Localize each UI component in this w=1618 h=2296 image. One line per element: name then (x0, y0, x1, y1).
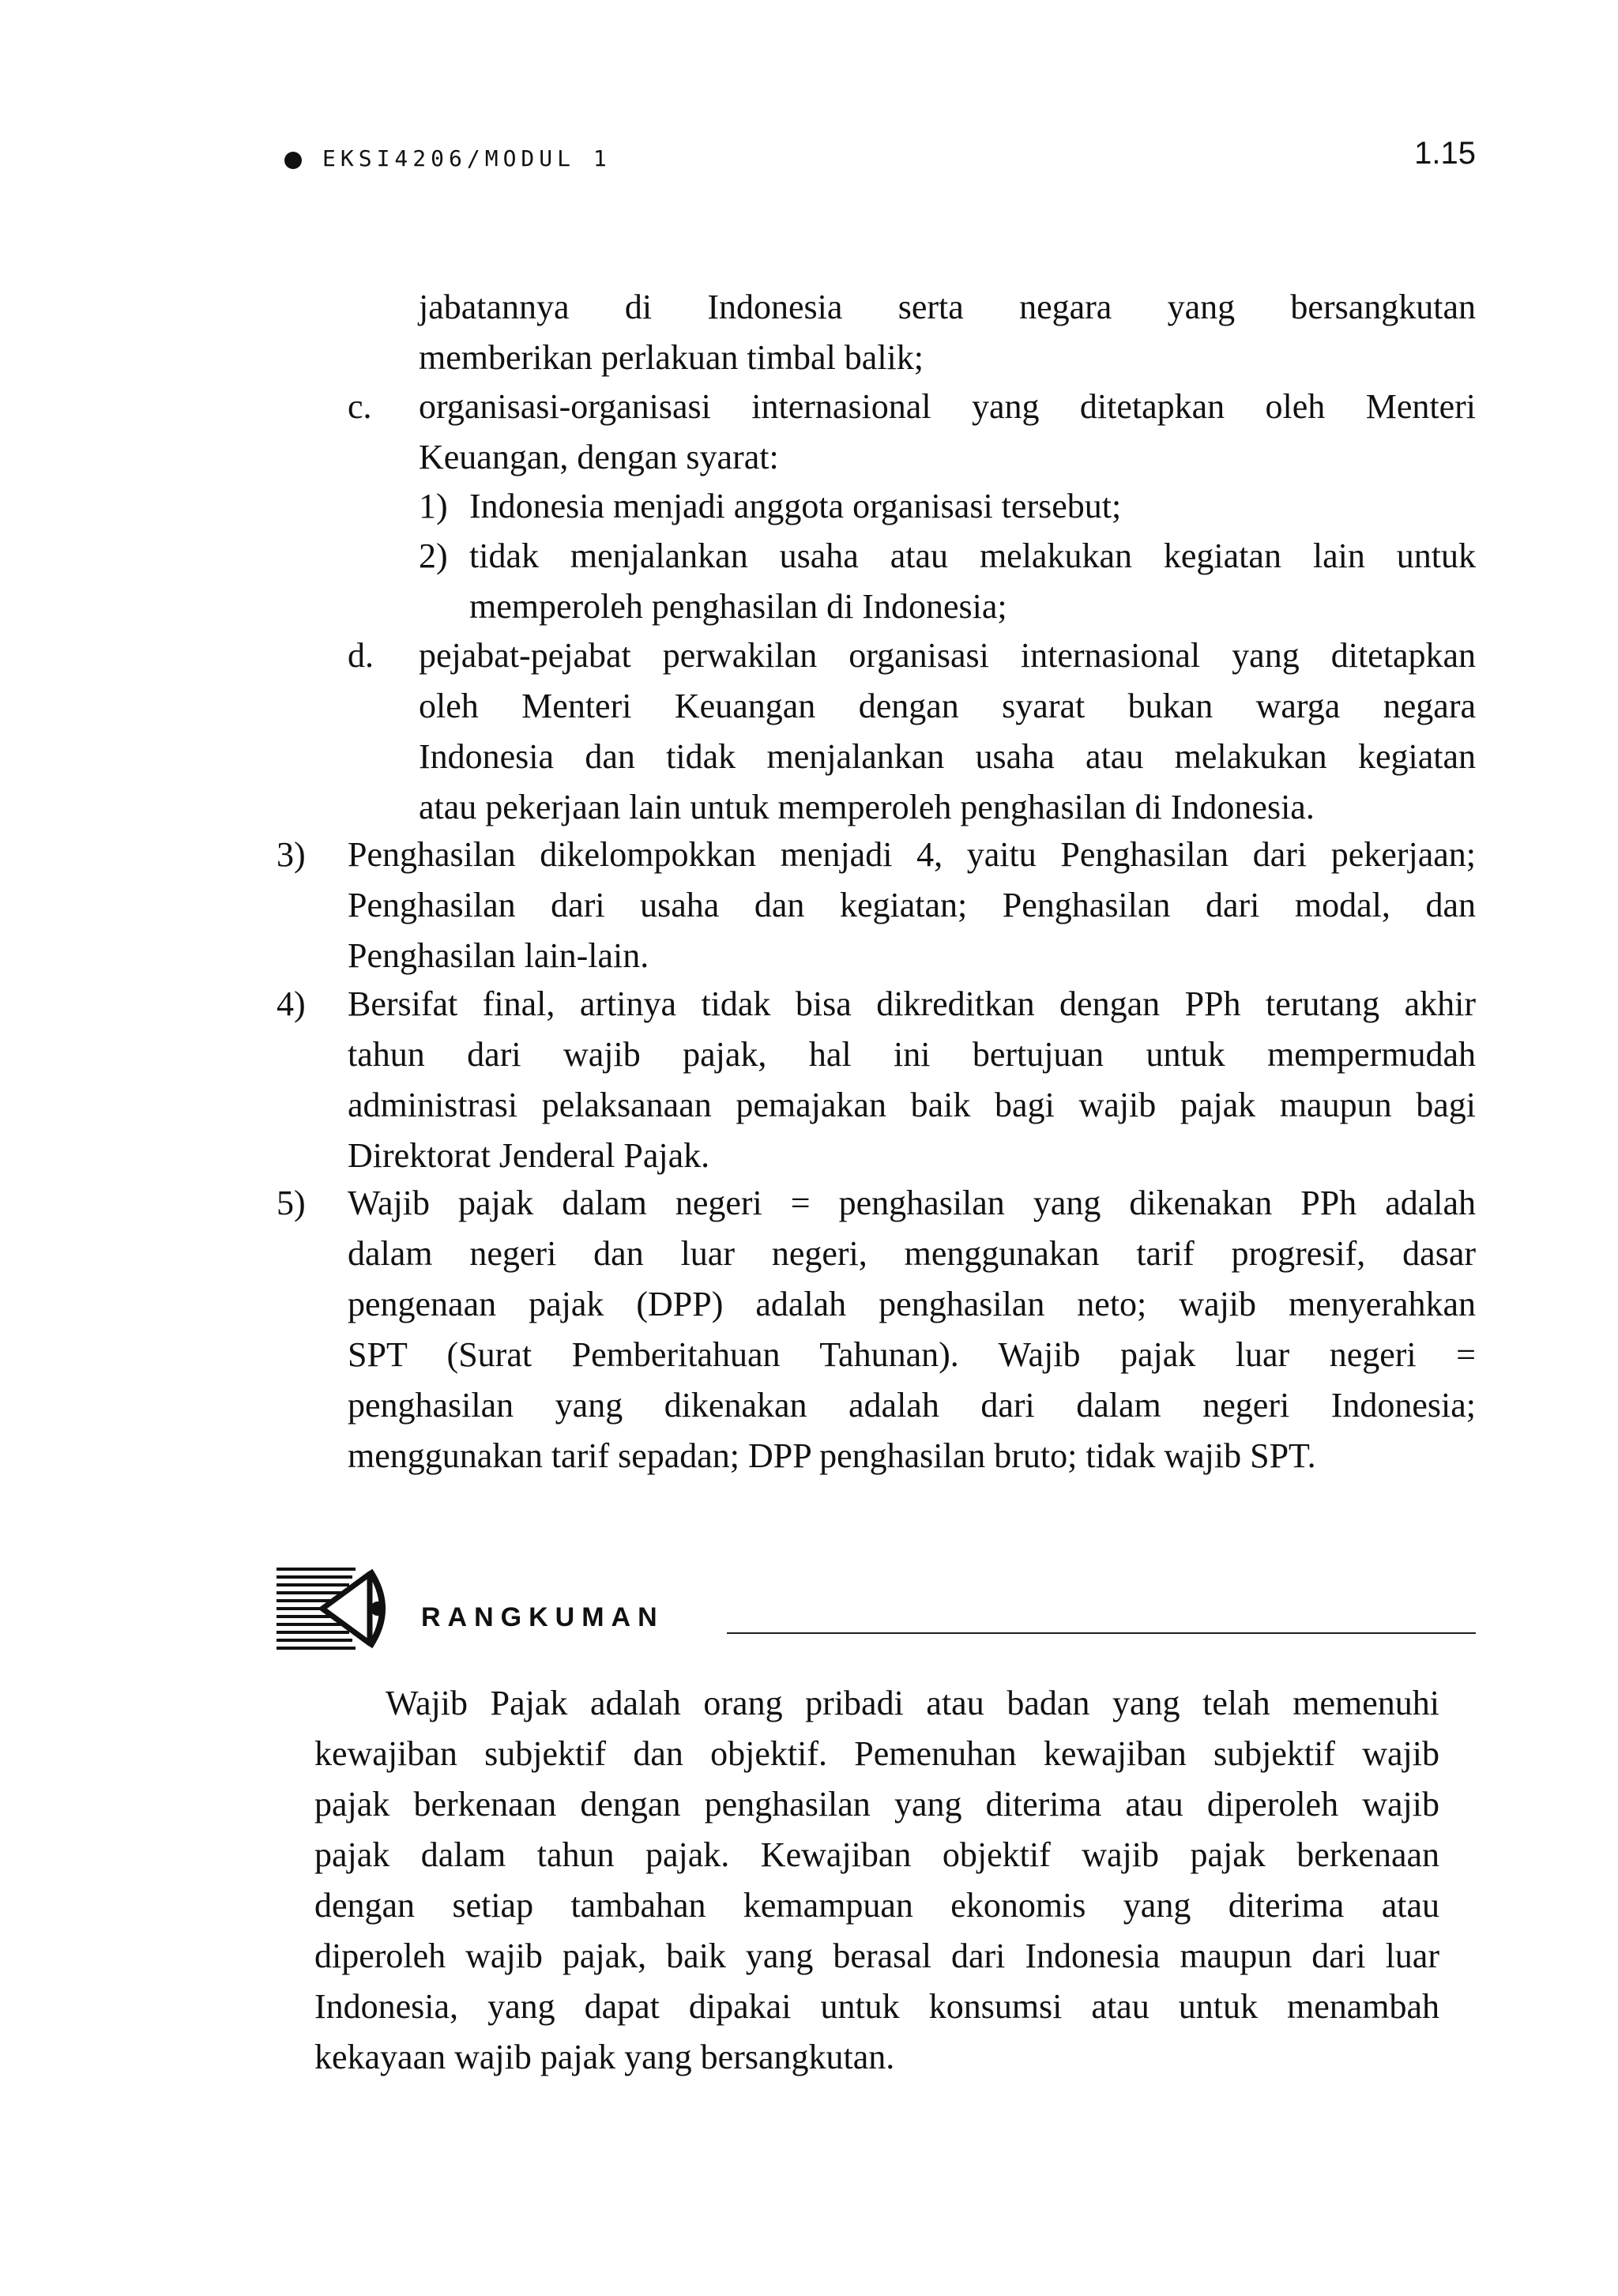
summary-paragraph (314, 1678, 1439, 2083)
list-marker: 1) (419, 487, 448, 525)
text-line: memperoleh penghasilan di Indonesia; (469, 587, 1007, 626)
text-line: tahun dari wajib pajak, hal ini bertujuan untuk mempermudah (348, 1035, 1476, 1074)
text-line: jabatannya di Indonesia serta negara yang bersangkutan (419, 288, 1476, 326)
text-line: menggunakan tarif sepadan; DPP penghasilan bruto; tidak wajib SPT. (348, 1436, 1316, 1475)
text-line: pengenaan pajak (DPP) adalah penghasilan neto; wajib menyerahkan (348, 1285, 1476, 1323)
page-number: 1.15 (1414, 136, 1476, 171)
text-line: memberikan perlakuan timbal balik; (419, 338, 924, 377)
text-line: organisasi-organisasi internasional yang ditetapkan oleh Menteri (419, 387, 1476, 426)
text-line: Keuangan, dengan syarat: (419, 438, 779, 476)
text-line: Wajib Pajak adalah orang pribadi atau badan yang telah memenuhi (386, 1684, 1439, 1722)
text-line: SPT (Surat Pemberitahuan Tahunan). Wajib pajak luar negeri = (348, 1335, 1476, 1374)
text-line: Bersifat final, artinya tidak bisa dikreditkan dengan PPh terutang akhir (348, 984, 1476, 1023)
text-line: Direktorat Jenderal Pajak. (348, 1136, 710, 1175)
text-line: Indonesia, yang dapat dipakai untuk konsumsi atau untuk menambah (314, 1987, 1439, 2026)
list-marker: c. (348, 387, 372, 426)
text-line: pajak dalam tahun pajak. Kewajiban objektif wajib pajak berkenaan (314, 1835, 1439, 1874)
summary-heading: RANGKUMAN (421, 1602, 664, 1632)
text-line: Penghasilan dari usaha dan kegiatan; Penghasilan dari modal, dan (348, 886, 1476, 924)
bullet-icon (284, 152, 302, 169)
text-line: dalam negeri dan luar negeri, menggunakan tarif progresif, dasar (348, 1234, 1476, 1273)
list-marker: d. (348, 636, 374, 675)
text-line: oleh Menteri Keuangan dengan syarat bukan warga negara (419, 687, 1476, 725)
list-item-b-continuation (419, 282, 1476, 383)
text-line: kewajiban subjektif dan objektif. Pemenuhan kewajiban subjektif wajib (314, 1734, 1439, 1773)
text-line: penghasilan yang dikenakan adalah dari dalam negeri Indonesia; (348, 1386, 1476, 1425)
summary-eye-icon (277, 1563, 395, 1656)
text-line: Penghasilan lain-lain. (348, 936, 649, 975)
text-line: kekayaan wajib pajak yang bersangkutan. (314, 2038, 895, 2076)
text-line: diperoleh wajib pajak, baik yang berasal dari Indonesia maupun dari luar (314, 1937, 1439, 1975)
text-line: dengan setiap tambahan kemampuan ekonomis yang diterima atau (314, 1886, 1439, 1925)
text-line: Indonesia menjadi anggota organisasi tersebut; (469, 487, 1122, 525)
text-line: Indonesia dan tidak menjalankan usaha atau melakukan kegiatan (419, 737, 1476, 776)
text-line: tidak menjalankan usaha atau melakukan kegiatan lain untuk (469, 536, 1476, 575)
list-marker: 2) (419, 536, 448, 575)
text-line: atau pekerjaan lain untuk memperoleh penghasilan di Indonesia. (419, 788, 1315, 826)
text-line: pejabat-pejabat perwakilan organisasi internasional yang ditetapkan (419, 636, 1476, 675)
heading-rule (727, 1632, 1476, 1634)
list-marker: 3) (277, 835, 306, 874)
text-line: pajak berkenaan dengan penghasilan yang diterima atau diperoleh wajib (314, 1785, 1439, 1824)
text-line: Wajib pajak dalam negeri = penghasilan yang dikenakan PPh adalah (348, 1184, 1476, 1222)
list-marker: 5) (277, 1184, 306, 1222)
module-code: EKSI4206/MODUL 1 (322, 145, 611, 171)
list-marker: 4) (277, 984, 306, 1023)
running-header (284, 136, 1476, 188)
text-line: Penghasilan dikelompokkan menjadi 4, yaitu Penghasilan dari pekerjaan; (348, 835, 1476, 874)
text-line: administrasi pelaksanaan pemajakan baik bagi wajib pajak maupun bagi (348, 1086, 1476, 1124)
